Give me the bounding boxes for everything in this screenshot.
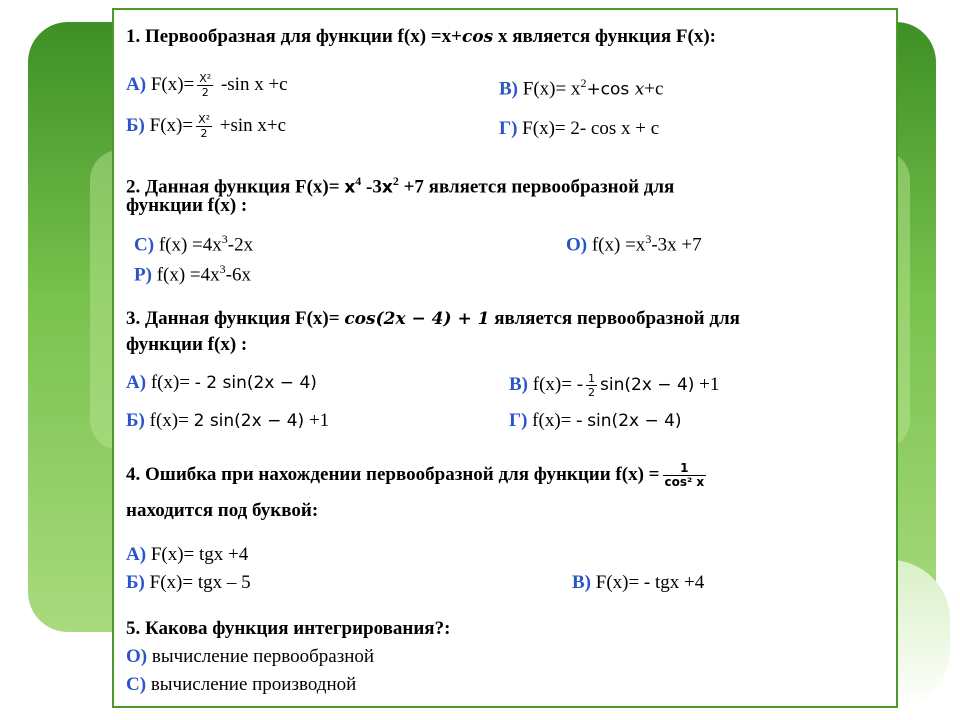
q1-option-b[interactable]: Б) F(x)= $\frac{\text{X²}}{2}$ +sin x+c	[126, 113, 287, 140]
q1-title: 1. Первообразная для функции f(x) =x+cos x является функция F(x):	[126, 26, 716, 47]
q3-title: 3. Данная функция F(x)= cos(2x − 4) + 1 является первообразной для	[126, 308, 740, 329]
q3-option-v[interactable]: В) f(x)= - $\frac{1}{2}$ sin(2x − 4) +1	[509, 372, 720, 399]
q5-option-s[interactable]: С) вычисление производной	[126, 674, 357, 695]
q2-title: 2. Данная функция $F(x)= x^4$ $-3x^2 +7$ является первообразной для	[126, 174, 675, 198]
q1-option-g[interactable]: Г) F(x)= 2- cos x + c	[499, 118, 660, 139]
q1-option-a[interactable]: А) F(x)= $\frac{\text{X²}}{2}$ -sin x +c	[126, 72, 288, 99]
q2-title-line2: функции f(x) :	[126, 195, 248, 216]
q3-title-line2: функции f(x) :	[126, 334, 248, 355]
q4-title: 4. Ошибка при нахождении первообразной для функции f(x) = $\frac{1}{\text{cos² x}}$	[126, 461, 705, 489]
quiz-sheet	[112, 8, 898, 708]
q2-option-s[interactable]: С) $f(x) =4x^3-2x$	[134, 232, 254, 256]
q4-option-a[interactable]: А) F(x)= tgx +4	[126, 544, 249, 565]
q5-title: 5. Какова функция интегрирования?:	[126, 618, 451, 639]
q4-option-v[interactable]: В) F(x)= - tgx +4	[572, 572, 705, 593]
fraction: $\frac{\text{X²}}{2}$	[198, 113, 211, 140]
q2-option-r[interactable]: Р) $f(x) =4x^3-6x$	[134, 262, 251, 286]
q4-title-line2: находится под буквой:	[126, 500, 319, 521]
fraction: $\frac{1}{\text{cos² x}}$	[664, 461, 705, 489]
q3-option-b[interactable]: Б) f(x)= 2 sin(2x − 4) +1	[126, 410, 330, 431]
fraction: $\frac{1}{2}$	[588, 372, 596, 399]
q4-option-b[interactable]: Б) F(x)= tgx – 5	[126, 572, 251, 593]
q2-option-o[interactable]: О) $f(x) =x^3-3x +7$	[566, 232, 702, 256]
q1-option-v[interactable]: В) $F(x)= x^2+\cos$ x+c	[499, 76, 664, 100]
fraction: $\frac{\text{X²}}{2}$	[199, 72, 212, 99]
q3-option-a[interactable]: А) f(x)= - 2 sin(2x − 4)	[126, 372, 317, 393]
q5-option-o[interactable]: О) вычисление первообразной	[126, 646, 375, 667]
q3-option-g[interactable]: Г) f(x)= - sin(2x − 4)	[509, 410, 682, 431]
